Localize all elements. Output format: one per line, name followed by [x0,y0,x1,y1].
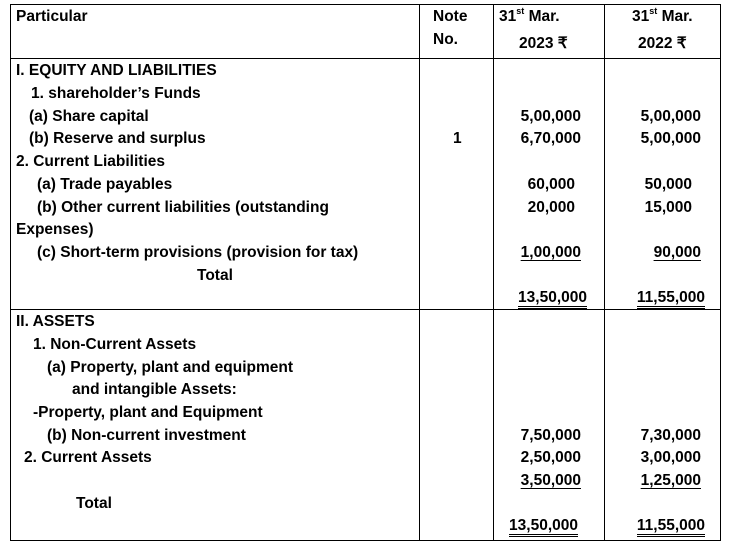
shareholders-funds-label: 1. shareholder’s Funds [31,85,201,102]
table-border-bottom [10,540,721,541]
non-current-investment-label: (b) Non-current investment [47,427,246,444]
total-assets-2023: 13,50,000 [509,518,578,537]
ppe-label-line1: (a) Property, plant and equipment [47,359,294,376]
header-2023-month: Mar. [524,8,560,25]
total-assets-2022: 11,55,000 [637,518,705,537]
share-capital-2023: 5,00,000 [520,108,581,125]
column-divider-2022 [604,4,605,541]
column-divider-2023 [493,4,494,541]
other-current-liabilities-label-line2: Expenses) [16,221,94,238]
current-assets-2022: 1,25,000 [640,472,701,489]
total-liabilities-2022: 11,55,000 [637,290,705,309]
reserve-note-number: 1 [453,130,462,147]
other-current-2023: 20,000 [527,199,575,216]
header-divider [10,58,721,59]
trade-payables-2023: 60,000 [527,176,575,193]
short-term-provisions-label: (c) Short-term provisions (provision for tax) [37,244,359,261]
header-note-line1: Note [433,8,468,25]
trade-payables-label: (a) Trade payables [37,176,173,193]
current-assets-2023: 3,50,000 [520,472,581,489]
non-current-investment-2023: 2,50,000 [520,449,581,466]
total-label-assets: Total [76,495,112,512]
ppe-2022: 7,30,000 [640,427,701,444]
other-current-liabilities-label-line1: (b) Other current liabilities (outstanding [37,199,329,216]
table-border-right [720,4,721,541]
header-2023-day: 31 [499,8,517,25]
section-divider [10,309,721,310]
ppe-label-line3: -Property, plant and Equipment [33,404,263,421]
ppe-label-line2: and intangible Assets: [72,381,237,398]
header-particular: Particular [16,8,88,25]
header-2022-date [632,8,693,26]
non-current-assets-label: 1. Non-Current Assets [33,336,197,353]
short-term-2023: 1,00,000 [520,244,581,261]
header-2022-month: Mar. [657,8,693,25]
header-2023-ordinal: st [516,6,525,16]
table-border-top [10,4,721,5]
share-capital-label: (a) Share capital [29,108,149,125]
current-assets-label: 2. Current Assets [24,449,152,466]
total-liabilities-2023: 13,50,000 [518,290,587,309]
non-current-investment-2022: 3,00,000 [640,449,701,466]
header-note-line2: No. [433,31,458,48]
reserve-2022: 5,00,000 [640,130,701,147]
header-2023-date [499,8,560,26]
trade-payables-2022: 50,000 [644,176,692,193]
ppe-2023: 7,50,000 [520,427,581,444]
header-2022-ordinal: st [649,6,658,16]
share-capital-2022: 5,00,000 [640,108,701,125]
other-current-2022: 15,000 [644,199,692,216]
assets-heading: II. ASSETS [16,313,95,330]
reserve-surplus-label: (b) Reserve and surplus [29,130,206,147]
equity-liabilities-heading: I. EQUITY AND LIABILITIES [16,62,217,79]
header-2022-day: 31 [632,8,650,25]
column-divider-note [419,4,420,541]
header-2023-year: 2023 ₹ [519,35,568,52]
current-liabilities-label: 2. Current Liabilities [16,153,166,170]
total-label-liabilities: Total [197,267,233,284]
header-2022-year: 2022 ₹ [638,35,687,52]
short-term-2022: 90,000 [653,244,701,261]
reserve-2023: 6,70,000 [520,130,581,147]
table-border-left [10,4,11,541]
